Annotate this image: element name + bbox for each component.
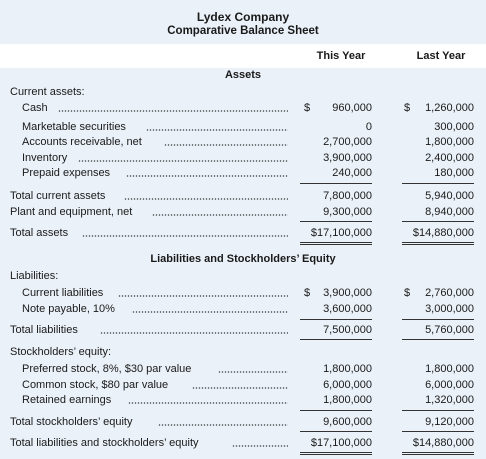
total-assets-last-year: $14,880,000 [412,227,474,239]
total-assets-this-year: $17,100,000 [310,227,372,239]
liabilities-label: Liabilities: [10,270,59,282]
total-equity-last-year: 9,120,000 [425,416,474,428]
leader-dots [146,129,288,131]
subtotal-rule-this-year [300,431,372,432]
leader-dots [164,144,288,146]
total-liabilities-equity-this-year: $17,100,000 [310,437,372,449]
total-assets-row [0,225,486,241]
total-double-rule-this-year [300,242,372,245]
current-assets-label-row [0,84,486,100]
subtotal-rule-this-year [300,410,372,411]
total-liabilities-equity-row [0,435,486,451]
marketable-securities-label: Marketable securities [22,121,126,133]
current-assets-label: Current assets: [10,86,85,98]
marketable-securities-row [0,119,486,135]
leader-dots [124,198,288,200]
inventory-last-year: 2,400,000 [425,152,474,164]
company-name: Lydex Company [196,10,290,24]
current-liabilities-label: Current liabilities [22,287,104,299]
accounts-receivable-label: Accounts receivable, net [22,136,142,148]
statement-title: Comparative Balance Sheet [167,25,319,37]
subtotal-rule-last-year [402,431,474,432]
cash-row [0,100,486,116]
total-double-rule-last-year [402,452,474,455]
total-double-rule-this-year [300,452,372,455]
leader-dots [100,332,288,334]
total-liabilities-this-year: 7,500,000 [323,324,372,336]
dollar-sign-this-year: $ [304,287,311,299]
total-liabilities-last-year: 5,760,000 [425,324,474,336]
prepaid-expenses-last-year: 180,000 [434,167,474,179]
common-stock-this-year: 6,000,000 [323,379,372,391]
total-current-assets-this-year: 7,800,000 [323,190,372,202]
common-stock-label: Common stock, $80 par value [22,379,169,391]
total-equity-this-year: 9,600,000 [323,416,372,428]
note-payable-this-year: 3,600,000 [323,303,372,315]
leader-dots [58,110,288,112]
subtotal-rule-this-year [300,319,372,320]
leader-dots [128,402,288,404]
leader-dots [218,371,288,373]
note-payable-last-year: 3,000,000 [425,303,474,315]
subtotal-rule-this-year [300,183,372,184]
statement-header [0,0,486,44]
leader-dots [158,424,288,426]
common-stock-row [0,377,486,393]
retained-earnings-last-year: 1,320,000 [425,394,474,406]
subtotal-rule-last-year [402,339,474,340]
inventory-this-year: 3,900,000 [323,152,372,164]
leader-dots [232,445,288,447]
total-liabilities-label: Total liabilities [10,324,78,336]
note-payable-row [0,301,486,317]
equity-label-row [0,344,486,360]
leader-dots [132,311,288,313]
total-current-assets-last-year: 5,940,000 [425,190,474,202]
leader-dots [192,387,288,389]
column-header-last-year: Last Year [416,50,466,62]
subtotal-rule-last-year [402,183,474,184]
accounts-receivable-last-year: 1,800,000 [425,136,474,148]
total-assets-label: Total assets [10,227,69,239]
total-current-assets-label: Total current assets [10,190,106,202]
stockholders-equity-label: Stockholders’ equity: [10,346,112,358]
prepaid-expenses-this-year: 240,000 [332,167,372,179]
leader-dots [152,214,288,216]
total-liabilities-equity-label: Total liabilities and stockholders’ equity [10,437,199,449]
subtotal-rule-last-year [402,319,474,320]
retained-earnings-row [0,392,486,408]
cash-last-year: 1,260,000 [425,102,474,114]
inventory-row [0,150,486,166]
leader-dots [82,235,288,237]
assets-heading: Assets [224,69,262,81]
dollar-sign-last-year: $ [404,102,411,114]
dollar-sign-last-year: $ [404,287,411,299]
leader-dots [126,175,288,177]
total-double-rule-last-year [402,242,474,245]
total-current-assets-row [0,188,486,204]
preferred-stock-this-year: 1,800,000 [323,363,372,375]
subtotal-rule-this-year [300,221,372,222]
total-liabilities-equity-last-year: $14,880,000 [412,437,474,449]
retained-earnings-this-year: 1,800,000 [323,394,372,406]
current-liabilities-last-year: 2,760,000 [425,287,474,299]
preferred-stock-last-year: 1,800,000 [425,363,474,375]
marketable-securities-this-year: 0 [365,121,372,133]
plant-equipment-label: Plant and equipment, net [10,206,133,218]
preferred-stock-label: Preferred stock, 8%, $30 par value [22,363,192,375]
total-equity-row [0,414,486,430]
total-equity-label: Total stockholders’ equity [10,416,133,428]
total-liabilities-row [0,322,486,338]
liabilities-equity-heading: Liabilities and Stockholders’ Equity [150,253,336,265]
retained-earnings-label: Retained earnings [22,394,112,406]
subtotal-rule-this-year [300,339,372,340]
column-header-this-year: This Year [316,50,366,62]
current-liabilities-this-year: 3,900,000 [323,287,372,299]
leader-dots [78,160,288,162]
accounts-receivable-this-year: 2,700,000 [323,136,372,148]
cash-label: Cash [22,102,48,114]
accounts-receivable-row [0,134,486,150]
plant-equipment-row [0,204,486,220]
dollar-sign-this-year: $ [304,102,311,114]
current-liabilities-row [0,285,486,301]
prepaid-expenses-row [0,165,486,181]
subtotal-rule-last-year [402,221,474,222]
subtotal-rule-last-year [402,410,474,411]
cash-this-year: 960,000 [332,102,372,114]
marketable-securities-last-year: 300,000 [434,121,474,133]
plant-equipment-this-year: 9,300,000 [323,206,372,218]
liabilities-label-row [0,268,486,284]
prepaid-expenses-label: Prepaid expenses [22,167,111,179]
note-payable-label: Note payable, 10% [22,303,115,315]
preferred-stock-row [0,361,486,377]
plant-equipment-last-year: 8,940,000 [425,206,474,218]
leader-dots [118,295,288,297]
common-stock-last-year: 6,000,000 [425,379,474,391]
inventory-label: Inventory [22,152,68,164]
